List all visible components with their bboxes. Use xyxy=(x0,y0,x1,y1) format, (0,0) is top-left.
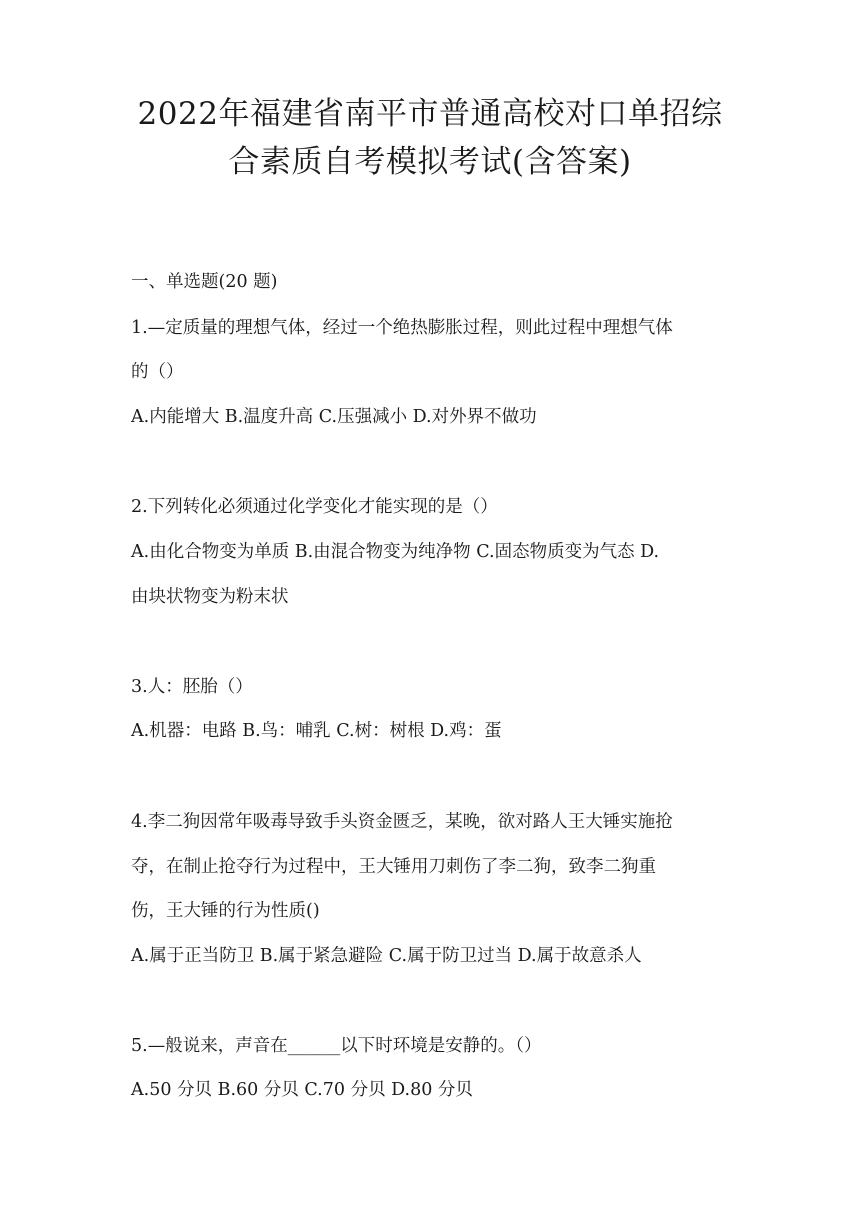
question-1-stem-line-2: 的（） xyxy=(131,362,184,382)
question-3-stem: 3.人：胚胎（） xyxy=(131,677,253,697)
question-5-stem: 5.—般说来，声音在______以下时环境是安静的。（） xyxy=(131,1036,542,1056)
question-5-options: A.50 分贝 B.60 分贝 C.70 分贝 D.80 分贝 xyxy=(131,1080,473,1100)
question-1-options: A.内能增大 B.温度升高 C.压强减小 D.对外界不做功 xyxy=(131,407,537,427)
section-heading: 一、单选题(20 题) xyxy=(131,272,278,292)
question-4-stem-line-2: 夺，在制止抢夺行为过程中，王大锤用刀刺伤了李二狗，致李二狗重 xyxy=(131,857,656,877)
document-title-line-2: 合素质自考模拟考试(含答案) xyxy=(228,144,632,180)
question-2-stem: 2.下列转化必须通过化学变化才能实现的是（） xyxy=(131,497,498,517)
question-2-options-line-2: 由块状物变为粉末状 xyxy=(131,587,289,607)
question-3-options: A.机器：电路 B.鸟：哺乳 C.树：树根 D.鸡：蛋 xyxy=(131,721,502,741)
question-4-stem-line-1: 4.李二狗因常年吸毒导致手头资金匮乏，某晚，欲对路人王大锤实施抢 xyxy=(131,812,673,832)
question-2-options-line-1: A.由化合物变为单质 B.由混合物变为纯净物 C.固态物质变为气态 D. xyxy=(131,542,660,562)
question-4-stem-line-3: 伤，王大锤的行为性质() xyxy=(131,901,320,921)
question-4-options: A.属于正当防卫 B.属于紧急避险 C.属于防卫过当 D.属于故意杀人 xyxy=(131,946,642,966)
document-title-line-1: 2022年福建省南平市普通高校对口单招综 xyxy=(137,96,723,132)
question-1-stem-line-1: 1.—定质量的理想气体，经过一个绝热膨胀过程，则此过程中理想气体 xyxy=(131,318,673,338)
